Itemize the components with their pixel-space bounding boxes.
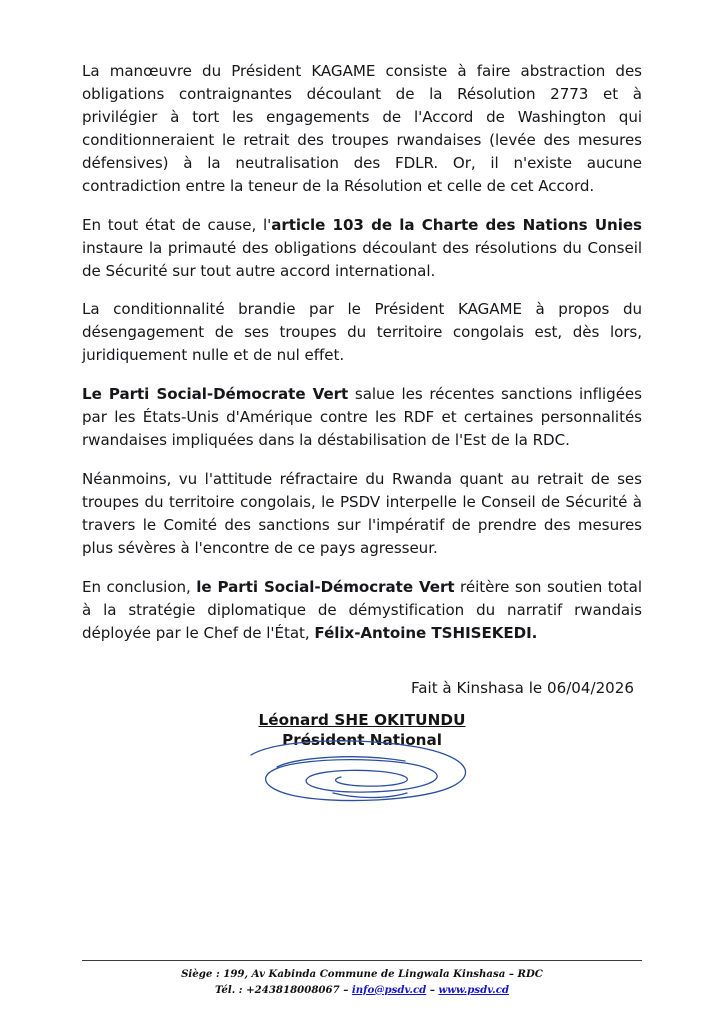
paragraph-2-run-1: En tout état de cause, l'	[82, 215, 272, 234]
paragraph-3-run-1: La conditionnalité brandie par le Président KAGAME à propos du désengagement de ses troupes du territoire congolais est, dès lors, juridiquement nulle et de nul effet.	[82, 300, 642, 365]
paragraph-2-run-3: instaure la primauté des obligations découlant des résolutions du Conseil de Sécurité sur tout autre accord international.	[82, 238, 642, 280]
footer-phone: Tél. : +243818008067 –	[214, 983, 352, 996]
handwritten-signature-icon	[82, 743, 642, 805]
signature-block	[82, 711, 642, 805]
footer-separator: –	[426, 983, 439, 996]
paragraph-4-run-1-bold: Le Parti Social-Démocrate Vert	[82, 385, 349, 404]
paragraph-6-run-1: En conclusion,	[82, 577, 197, 596]
footer-website-link[interactable]: www.psdv.cd	[438, 983, 510, 996]
signatory-title: Président National	[282, 730, 442, 749]
footer-email-link[interactable]: info@psdv.cd	[351, 983, 427, 996]
paragraph-5-run-1: Néanmoins, vu l'attitude réfractaire du Rwanda quant au retrait de ses troupes du territoire congolais, le PSDV interpelle le Conseil de Sécurité à travers le Comité des sanctions sur l'impératif de prendre des mesures plus sévères à l'encontre de ce pays agresseur.	[82, 470, 642, 557]
footer-divider	[82, 960, 642, 961]
signatory-name: Léonard SHE OKITUNDU	[258, 710, 466, 729]
document-body	[82, 60, 642, 645]
page-footer	[82, 960, 642, 998]
paragraph-2-run-2-bold: article 103 de la Charte des Nations Unies	[271, 215, 642, 234]
paragraph-6	[82, 576, 642, 645]
footer-address: Siège : 199, Av Kabinda Commune de Lingwala Kinshasa – RDC	[181, 968, 543, 981]
paragraph-4	[82, 383, 642, 452]
paragraph-6-run-3: réitère son soutien total à la stratégie diplomatique de démystification du narratif rwandais déployée par le Chef de l'État,	[82, 577, 642, 642]
footer-contact	[82, 983, 642, 998]
paragraph-2	[82, 214, 642, 283]
paragraph-1	[82, 60, 642, 198]
paragraph-6-run-4-bold: Félix-Antoine TSHISEKEDI.	[314, 623, 538, 642]
paragraph-5	[82, 468, 642, 560]
paragraph-3	[82, 298, 642, 367]
paragraph-4-run-2: salue les récentes sanctions infligées par les États-Unis d'Amérique contre les RDF et certaines personnalités rwandaises impliquées dans la déstabilisation de l'Est de la RDC.	[82, 385, 642, 450]
paragraph-6-run-2-bold: le Parti Social-Démocrate Vert	[196, 577, 455, 596]
date-line: Fait à Kinshasa le 06/04/2026	[410, 678, 634, 697]
paragraph-1-run-1: La manœuvre du Président KAGAME consiste à faire abstraction des obligations contraignantes découlant de la Résolution 2773 et à privilégier à tort les engagements de l'Accord de Washington qui conditionneraient le retrait des troupes rwandaises (levée des mesures défensives) à la neutralisation des FDLR. Or, il n'existe aucune contradiction entre la teneur de la Résolution et celle de cet Accord.	[82, 62, 642, 195]
